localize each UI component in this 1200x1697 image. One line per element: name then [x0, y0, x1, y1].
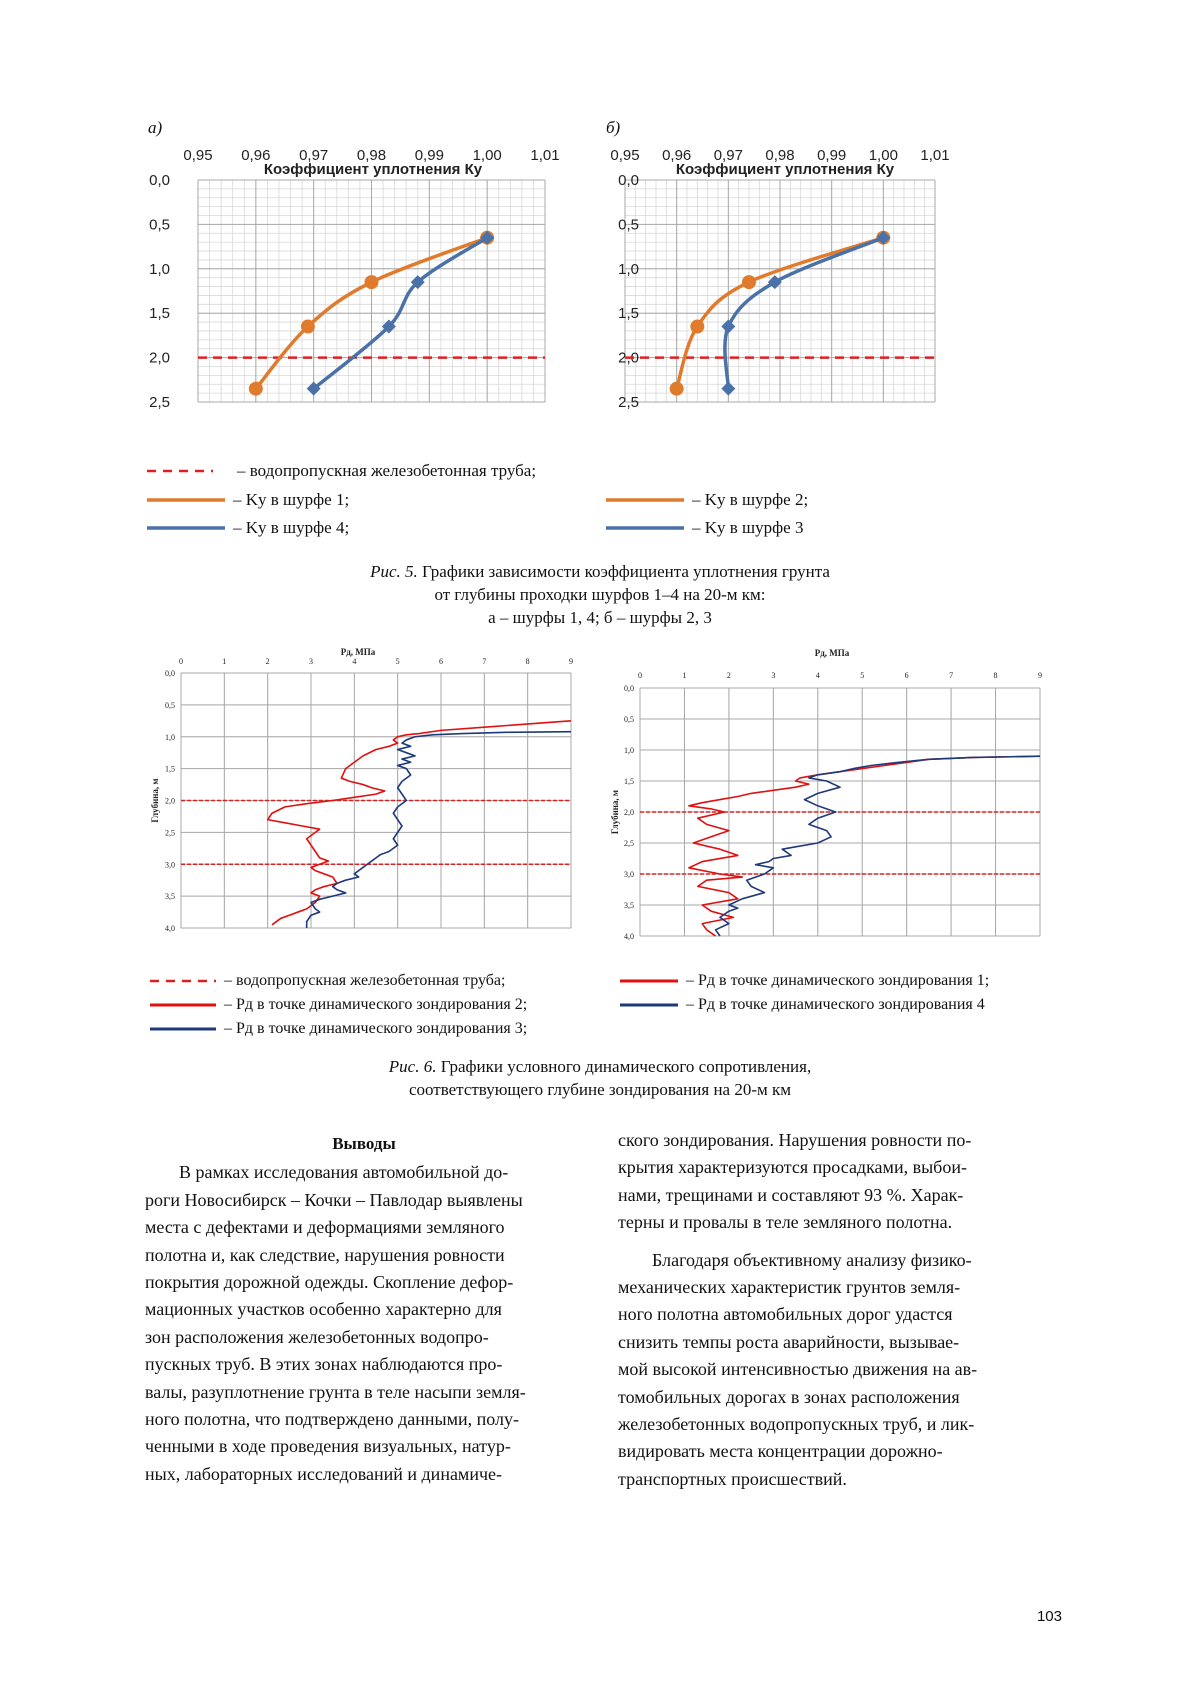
figure5-caption-line2: от глубины проходки шурфов 1–4 на 20-м км: [434, 585, 766, 604]
legend6-point4 [620, 996, 985, 1014]
x-tick-label: 0,95 [610, 147, 640, 164]
figure5-caption-prefix: Рис. 5. [370, 562, 418, 581]
legend6-point1 [620, 972, 989, 990]
chart-fig5a [145, 147, 600, 450]
y-tick-label: 2,0 [149, 349, 170, 367]
text-line: транспортных происшествий. [618, 1468, 847, 1489]
x-tick-label: 9 [1038, 671, 1042, 680]
text-line: зон расположения железобетонных водопро- [145, 1326, 489, 1347]
text-line: терны и провалы в теле земляного полотна. [618, 1212, 953, 1233]
legend6-point2-label: – Pд в точке динамического зондирования 2; [224, 996, 528, 1013]
x-tick-label: 7 [482, 657, 487, 666]
y-tick-label: 3,5 [624, 901, 634, 910]
x-tick-label: 0,99 [817, 147, 847, 164]
legend-shurf1 [147, 490, 349, 510]
chart-fig5b [605, 147, 1060, 450]
text-line: железобетонных водопропускных труб, и лик- [618, 1414, 975, 1435]
legend6-point2-swatch [150, 1000, 216, 1010]
x-tick-label: 1,01 [920, 147, 950, 164]
x-tick-label: 0,97 [713, 147, 743, 164]
x-tick-label: 4 [815, 671, 820, 680]
text-line: ного полотна, что подтверждено данными, полу- [145, 1409, 520, 1430]
legend6-point1-swatch [620, 976, 678, 986]
text-line: видировать места концентрации дорожно- [618, 1441, 943, 1462]
x-tick-label: 3 [309, 657, 313, 666]
legend6-pipe [150, 972, 505, 990]
text-column-right [618, 1127, 1056, 1493]
figure6-caption-prefix: Рис. 6. [388, 1057, 437, 1076]
panel-a-label: а) [148, 118, 163, 137]
legend-shurf2-label: – Kу в шурфе 2; [692, 490, 809, 509]
legend-shurf3-swatch [606, 523, 684, 533]
legend6-point4-swatch [620, 1000, 678, 1010]
y-tick-label: 1,5 [165, 764, 175, 774]
y-tick-label: 1,5 [624, 777, 634, 786]
y-tick-label: 0,0 [149, 172, 170, 189]
legend6-point3-swatch [150, 1024, 216, 1034]
text-line: ченными в ходе проведения визуальных, натур- [145, 1436, 511, 1457]
text-line: Благодаря объективному анализу физико- [652, 1249, 972, 1270]
x-tick-label: 0,96 [241, 147, 271, 164]
x-tick-label: 0,97 [299, 147, 329, 164]
x-tick-label: 6 [904, 671, 909, 680]
x-tick-label: 3 [771, 671, 776, 680]
x-tick-label: 2 [265, 657, 270, 666]
text-line: ных, лабораторных исследований и динамиче- [145, 1463, 502, 1484]
y-tick-label: 0,0 [618, 172, 639, 189]
paragraph-col2-2 [618, 1247, 1056, 1494]
y-tick-label: 1,0 [624, 746, 634, 755]
data-point-circle [249, 382, 263, 396]
y-tick-label: 0,5 [624, 715, 634, 724]
figure5-caption-line1: Графики зависимости коэффициента уплотнения грунта [417, 562, 830, 581]
series-line-1 [268, 721, 571, 925]
legend-pipe-swatch [147, 466, 213, 476]
y-axis-label: Глубина, м [610, 789, 620, 835]
text-line: мационных участков особенно характерно для [145, 1299, 502, 1320]
page-number: 103 [1036, 1608, 1062, 1625]
x-tick-label: 1 [222, 657, 227, 666]
text-line: пускных труб. В этих зонах наблюдаются про- [145, 1354, 503, 1375]
figure6-caption-line1: Графики условного динамического сопротивления, [436, 1057, 812, 1076]
legend-pipe-label: – водопропускная железобетонная труба; [237, 461, 537, 480]
x-tick-label: 7 [949, 671, 954, 680]
text-line: томобильных дорогах в зонах расположения [618, 1386, 960, 1407]
series-line-1 [689, 756, 1040, 936]
x-tick-label: 1,00 [472, 147, 502, 164]
x-tick-label: 8 [993, 671, 998, 680]
text-line: нами, трещинами и составляют 93 %. Харак- [618, 1184, 964, 1205]
chart-title: Pд, МПа [814, 648, 850, 658]
x-tick-label: 5 [860, 671, 865, 680]
x-tick-label: 5 [395, 657, 400, 666]
x-tick-label: 9 [569, 657, 573, 666]
y-tick-label: 4,0 [165, 924, 175, 933]
text-line: ного полотна автомобильных дорог удастся [618, 1304, 953, 1325]
y-tick-label: 2,0 [618, 349, 639, 367]
y-tick-label: 2,5 [165, 828, 175, 838]
y-tick-label: 0,5 [618, 216, 639, 234]
text-line: места с дефектами и деформациями земляного [145, 1217, 505, 1238]
legend-shurf4-swatch [147, 523, 225, 533]
text-line: покрытия дорожной одежды. Скопление дефор- [145, 1272, 514, 1293]
series-line-2 [307, 732, 571, 928]
x-tick-label: 0,98 [765, 147, 795, 164]
y-tick-label: 1,5 [149, 305, 170, 323]
series-line-2 [716, 756, 1040, 936]
y-tick-label: 0,0 [624, 684, 634, 693]
chart-title: Коэффициент уплотнения Ку [263, 161, 483, 178]
panel-b-label: б) [606, 118, 621, 137]
y-tick-label: 2,5 [624, 839, 634, 848]
legend6-point4-label: – Pд в точке динамического зондирования 4 [686, 996, 985, 1013]
chart-title: Коэффициент уплотнения Ку [675, 161, 895, 178]
text-line: полотна и, как следствие, нарушения ровности [145, 1244, 505, 1265]
y-tick-label: 1,0 [618, 260, 639, 278]
section-title: Выводы [332, 1134, 396, 1153]
text-line: роги Новосибирск – Кочки – Павлодар выявлены [145, 1189, 523, 1210]
text-line: крытия характеризуются просадками, выбои- [618, 1157, 967, 1178]
data-point-diamond [721, 320, 735, 334]
data-point-circle [742, 275, 756, 289]
y-tick-label: 0,5 [149, 216, 170, 234]
data-point-circle [690, 320, 704, 334]
legend6-point3 [150, 1020, 527, 1038]
y-tick-label: 2,5 [149, 394, 170, 411]
y-tick-label: 3,0 [624, 870, 634, 879]
text-line: валы, разуплотнение грунта в теле насыпи земля- [145, 1381, 526, 1402]
legend6-point1-label: – Pд в точке динамического зондирования 1; [686, 972, 990, 989]
x-tick-label: 6 [439, 657, 443, 666]
y-tick-label: 2,0 [624, 808, 634, 817]
text-line: мой высокой интенсивностью движения на ав- [618, 1359, 978, 1380]
x-tick-label: 2 [726, 671, 731, 680]
x-tick-label: 0,96 [662, 147, 692, 164]
data-point-circle [301, 320, 315, 334]
x-tick-label: 0,99 [414, 147, 444, 164]
x-tick-label: 0,95 [183, 147, 213, 164]
y-tick-label: 4,0 [624, 932, 634, 941]
y-tick-label: 2,5 [618, 394, 639, 411]
chart-title: Pд, МПа [340, 647, 376, 657]
y-tick-label: 2,0 [165, 796, 175, 806]
x-tick-label: 4 [352, 657, 357, 666]
x-tick-label: 1 [682, 671, 687, 680]
chart-fig6b [610, 640, 1040, 970]
data-point-diamond [721, 382, 735, 396]
x-tick-label: 0 [638, 671, 642, 680]
x-tick-label: 8 [525, 657, 530, 666]
legend-pipe [147, 461, 536, 481]
legend-shurf1-label: – Kу в шурфе 1; [233, 490, 350, 509]
legend-shurf2-swatch [606, 495, 684, 505]
legend-shurf3-label: – Kу в шурфе 3 [692, 518, 804, 537]
legend6-point2 [150, 996, 527, 1014]
chart-fig6a [148, 640, 593, 970]
legend6-pipe-swatch [150, 976, 216, 986]
y-axis-label: Глубина, м [150, 778, 160, 823]
x-tick-label: 0 [179, 657, 183, 666]
y-tick-label: 3,5 [165, 892, 175, 902]
text-column-left [145, 1130, 583, 1488]
y-tick-label: 1,0 [165, 732, 175, 742]
data-point-circle [365, 275, 379, 289]
legend-shurf4-label: – Kу в шурфе 4; [233, 518, 350, 537]
legend6-point3-label: – Pд в точке динамического зондирования 3; [224, 1020, 528, 1037]
legend6-pipe-label: – водопропускная железобетонная труба; [224, 972, 506, 989]
text-line: снизить темпы роста аварийности, вызывае- [618, 1331, 960, 1352]
x-tick-label: 1,00 [868, 147, 898, 164]
text-line: ского зондирования. Нарушения ровности по- [618, 1130, 972, 1150]
legend-shurf3 [606, 518, 803, 538]
legend-shurf1-swatch [147, 495, 225, 505]
legend-shurf2 [606, 490, 808, 510]
x-tick-label: 1,01 [530, 147, 560, 164]
data-point-circle [670, 382, 684, 396]
y-tick-label: 0,5 [165, 700, 175, 710]
paragraph-col1 [145, 1159, 583, 1488]
y-tick-label: 0,0 [165, 669, 175, 678]
figure5-caption [0, 560, 1200, 629]
paragraph-col2-1 [618, 1127, 1056, 1237]
text-line: механических характеристик грунтов земля- [618, 1277, 961, 1298]
figure6-caption [0, 1055, 1200, 1101]
y-tick-label: 1,0 [149, 260, 170, 278]
x-tick-label: 0,98 [356, 147, 387, 164]
y-tick-label: 1,5 [618, 305, 639, 323]
text-line: В рамках исследования автомобильной до- [179, 1162, 509, 1183]
legend-shurf4 [147, 518, 349, 538]
figure5-caption-line3: а – шурфы 1, 4; б – шурфы 2, 3 [488, 608, 712, 627]
figure6-caption-line2: соответствующего глубине зондирования на 20-м км [408, 1080, 792, 1099]
y-tick-label: 3,0 [165, 860, 175, 870]
